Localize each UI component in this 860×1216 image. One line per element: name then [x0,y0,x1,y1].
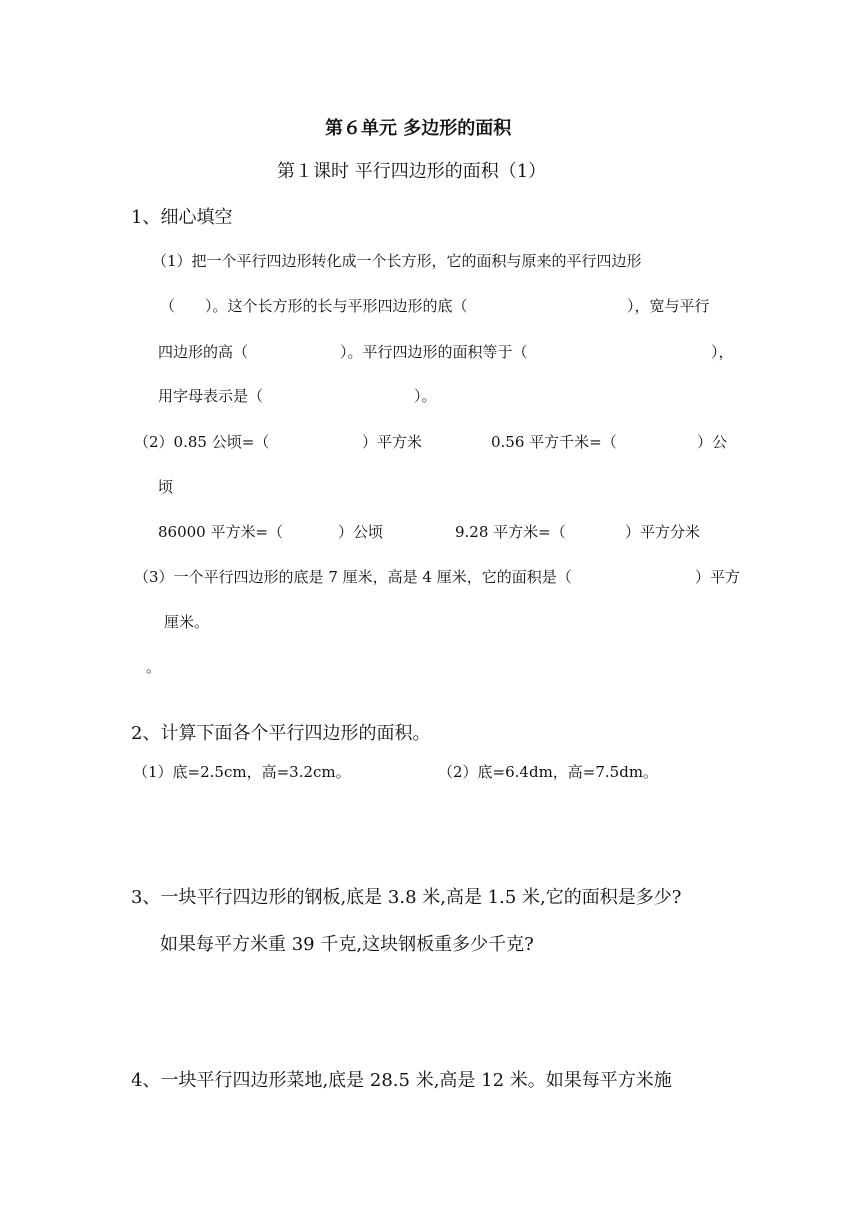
q1-p1-line4a: 用字母表示是（ [158,387,264,405]
q2-item-1: （1）底=2.5cm，高=3.2cm。 [133,763,351,781]
q1-p1-line2a: （ ）。这个长方形的长与平形四边形的底（ [160,297,468,315]
q1-heading: 1、细心填空 [131,207,233,228]
q1-p2-h: 9.28 平方米=（ [455,523,566,541]
q1-p1-line3a: 四边形的高（ [158,343,249,361]
q1-p2-i: ）平方分米 [625,523,701,541]
q1-p3-c: 厘米。 [164,613,210,631]
page-title: 第６单元 多边形的面积 [325,118,512,139]
q1-p3-b: ）平方 [695,568,741,586]
q4-line-1: 4、一块平行四边形菜地,底是 28.5 米,高是 12 米。如果每平方米施 [131,1070,672,1091]
q1-p2-a: （2）0.85 公顷=（ [134,433,270,451]
q1-p2-d: ）公 [697,433,728,451]
q3-line-2: 如果每平方米重 39 千克,这块钢板重多少千克? [160,934,534,955]
q1-p1-line3b: ）。平行四边形的面积等于（ [340,343,528,361]
q1-p1-line4b: ）。 [414,387,437,405]
q3-line-1: 3、一块平行四边形的钢板,底是 3.8 米,高是 1.5 米,它的面积是多少? [131,887,682,908]
q1-p2-b: ）平方米 [362,433,423,451]
q1-p2-f: 86000 平方米=（ [158,523,284,541]
q1-p1-line2b: ），宽与平行 [627,297,710,315]
q1-p2-g: ）公顷 [338,523,384,541]
q1-p3-a: （3）一个平行四边形的底是 7 厘米，高是 4 厘米，它的面积是（ [134,568,572,586]
q1-p2-e: 顷 [158,478,174,496]
q1-p1-line1: （1）把一个平行四边形转化成一个长方形，它的面积与原来的平行四边形 [152,252,642,270]
q2-item-2: （2）底=6.4dm，高=7.5dm。 [438,763,659,781]
page-subtitle: 第１课时 平行四边形的面积（1） [277,161,547,182]
q1-p1-line3c: ）， [711,343,734,361]
q1-p2-c: 0.56 平方千米=（ [491,433,617,451]
q2-heading: 2、计算下面各个平行四边形的面积。 [131,723,431,744]
q1-stray-mark: 。 [146,658,162,676]
